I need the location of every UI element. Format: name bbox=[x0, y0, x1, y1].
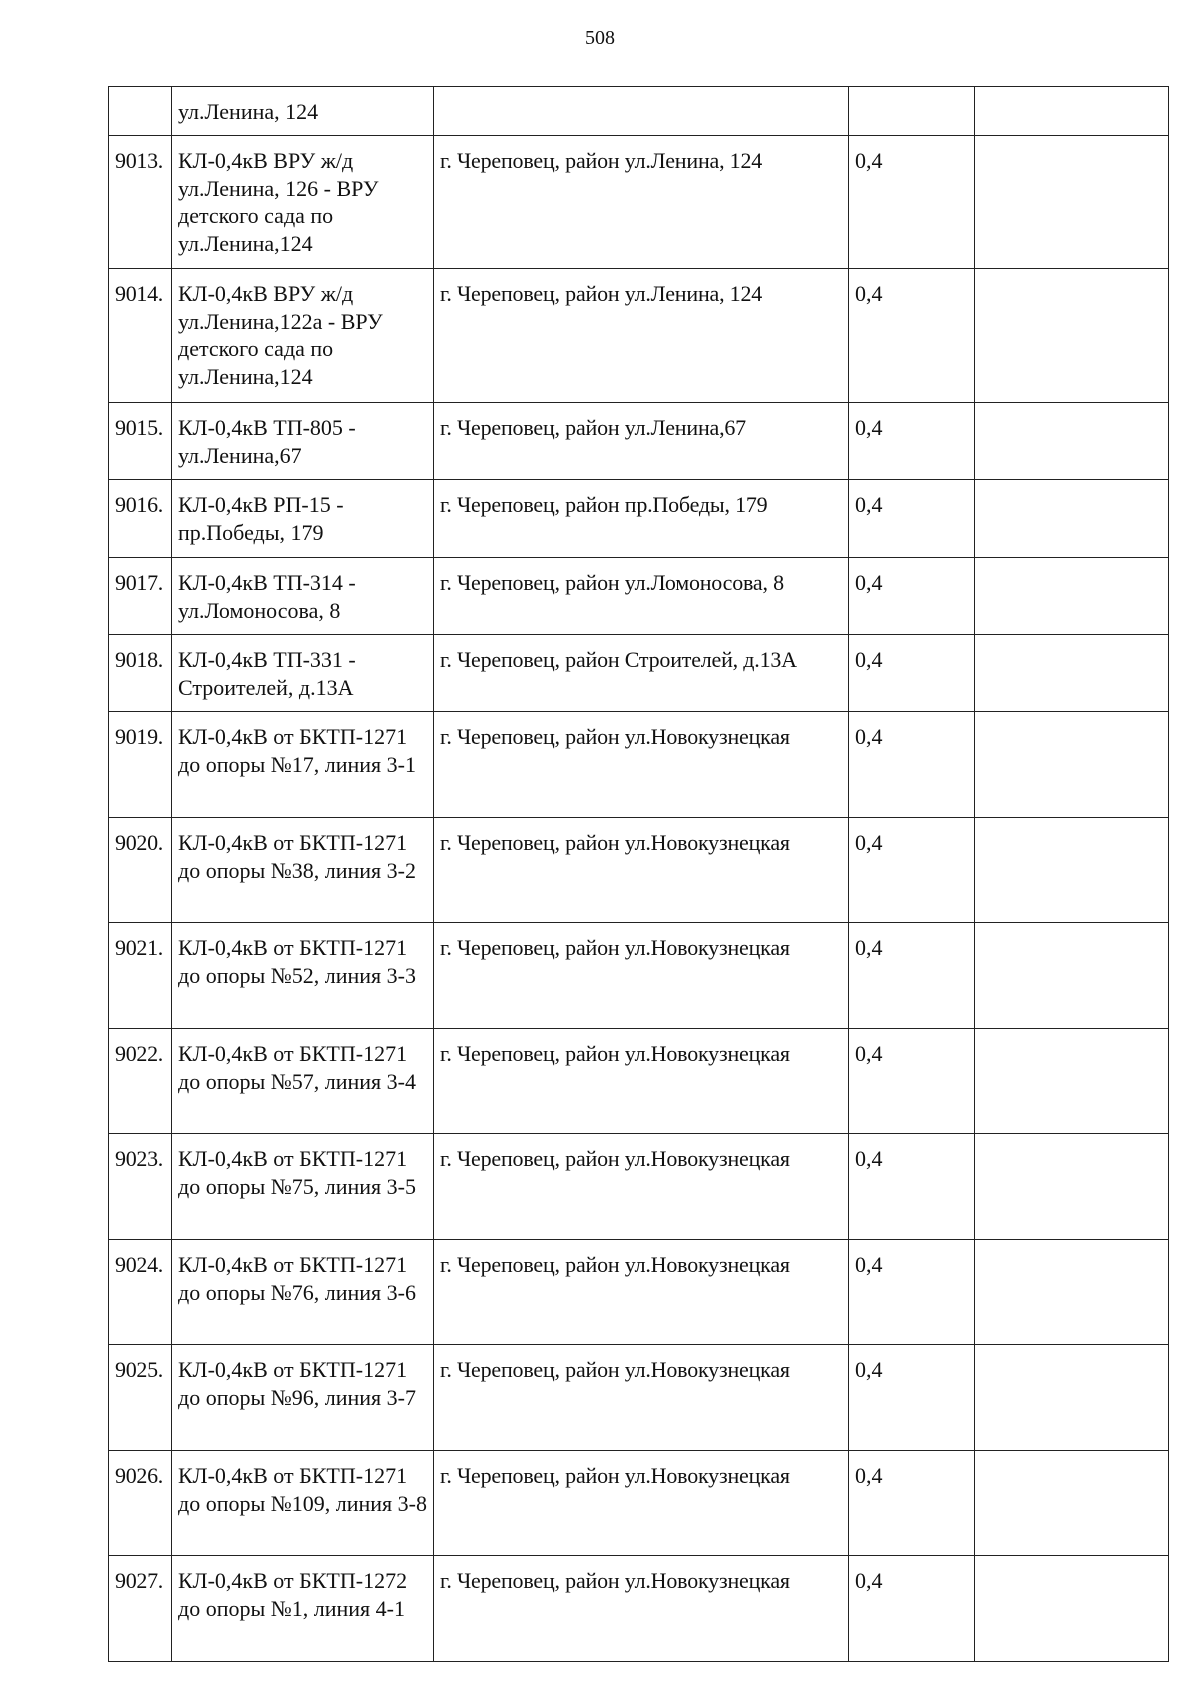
table-row bbox=[109, 1345, 1169, 1451]
row-number-cell: 9019. bbox=[109, 712, 172, 818]
line-name-cell: КЛ-0,4кВ от БКТП-1271 до опоры №17, линия 3-1 bbox=[172, 712, 434, 818]
table-row bbox=[109, 480, 1169, 558]
notes-cell bbox=[975, 403, 1169, 480]
address-cell: г. Череповец, район ул.Ленина, 124 bbox=[434, 136, 849, 269]
voltage-cell: 0,4 bbox=[849, 923, 975, 1029]
voltage-cell: 0,4 bbox=[849, 403, 975, 480]
table-row bbox=[109, 712, 1169, 818]
line-name-cell: КЛ-0,4кВ от БКТП-1271 до опоры №76, линия 3-6 bbox=[172, 1240, 434, 1345]
row-number-cell: 9020. bbox=[109, 818, 172, 923]
voltage-cell: 0,4 bbox=[849, 1134, 975, 1240]
line-name-cell: КЛ-0,4кВ ВРУ ж/д ул.Ленина,122а - ВРУ детского сада по ул.Ленина,124 bbox=[172, 269, 434, 403]
notes-cell bbox=[975, 923, 1169, 1029]
notes-cell bbox=[975, 87, 1169, 136]
line-name-cell: КЛ-0,4кВ от БКТП-1271 до опоры №38, линия 3-2 bbox=[172, 818, 434, 923]
table-row bbox=[109, 269, 1169, 403]
line-name-cell: ул.Ленина, 124 bbox=[172, 87, 434, 136]
row-number-cell: 9018. bbox=[109, 635, 172, 712]
notes-cell bbox=[975, 1556, 1169, 1662]
notes-cell bbox=[975, 712, 1169, 818]
table-row bbox=[109, 1134, 1169, 1240]
address-cell: г. Череповец, район ул.Новокузнецкая bbox=[434, 1556, 849, 1662]
address-cell bbox=[434, 87, 849, 136]
table-row bbox=[109, 1240, 1169, 1345]
line-name-cell: КЛ-0,4кВ ВРУ ж/д ул.Ленина, 126 - ВРУ детского сада по ул.Ленина,124 bbox=[172, 136, 434, 269]
line-name-cell: КЛ-0,4кВ от БКТП-1271 до опоры №96, линия 3-7 bbox=[172, 1345, 434, 1451]
address-cell: г. Череповец, район ул.Новокузнецкая bbox=[434, 818, 849, 923]
row-number-cell: 9023. bbox=[109, 1134, 172, 1240]
row-number-cell: 9022. bbox=[109, 1029, 172, 1134]
line-name-cell: КЛ-0,4кВ от БКТП-1271 до опоры №52, линия 3-3 bbox=[172, 923, 434, 1029]
line-name-cell: КЛ-0,4кВ ТП-331 - Строителей, д.13А bbox=[172, 635, 434, 712]
notes-cell bbox=[975, 635, 1169, 712]
row-number-cell: 9015. bbox=[109, 403, 172, 480]
table-row bbox=[109, 136, 1169, 269]
voltage-cell: 0,4 bbox=[849, 558, 975, 635]
voltage-cell: 0,4 bbox=[849, 480, 975, 558]
line-name-cell: КЛ-0,4кВ ТП-314 - ул.Ломоносова, 8 bbox=[172, 558, 434, 635]
line-name-cell: КЛ-0,4кВ РП-15 - пр.Победы, 179 bbox=[172, 480, 434, 558]
address-cell: г. Череповец, район ул.Новокузнецкая bbox=[434, 1134, 849, 1240]
notes-cell bbox=[975, 818, 1169, 923]
notes-cell bbox=[975, 269, 1169, 403]
address-cell: г. Череповец, район Строителей, д.13А bbox=[434, 635, 849, 712]
table-row bbox=[109, 1029, 1169, 1134]
notes-cell bbox=[975, 136, 1169, 269]
line-name-cell: КЛ-0,4кВ от БКТП-1271 до опоры №75, линия 3-5 bbox=[172, 1134, 434, 1240]
row-number-cell bbox=[109, 87, 172, 136]
address-cell: г. Череповец, район ул.Новокузнецкая bbox=[434, 1451, 849, 1556]
address-cell: г. Череповец, район ул.Новокузнецкая bbox=[434, 712, 849, 818]
voltage-cell: 0,4 bbox=[849, 1556, 975, 1662]
row-number-cell: 9013. bbox=[109, 136, 172, 269]
notes-cell bbox=[975, 1134, 1169, 1240]
voltage-cell: 0,4 bbox=[849, 712, 975, 818]
address-cell: г. Череповец, район ул.Новокузнецкая bbox=[434, 1345, 849, 1451]
voltage-cell: 0,4 bbox=[849, 136, 975, 269]
address-cell: г. Череповец, район пр.Победы, 179 bbox=[434, 480, 849, 558]
voltage-cell: 0,4 bbox=[849, 635, 975, 712]
voltage-cell: 0,4 bbox=[849, 1451, 975, 1556]
table-row bbox=[109, 818, 1169, 923]
table-row bbox=[109, 923, 1169, 1029]
row-number-cell: 9025. bbox=[109, 1345, 172, 1451]
row-number-cell: 9027. bbox=[109, 1556, 172, 1662]
row-number-cell: 9017. bbox=[109, 558, 172, 635]
row-number-cell: 9021. bbox=[109, 923, 172, 1029]
line-name-cell: КЛ-0,4кВ от БКТП-1271 до опоры №109, линия 3-8 bbox=[172, 1451, 434, 1556]
voltage-cell: 0,4 bbox=[849, 1345, 975, 1451]
table-row bbox=[109, 87, 1169, 136]
table-row bbox=[109, 558, 1169, 635]
address-cell: г. Череповец, район ул.Ленина,67 bbox=[434, 403, 849, 480]
page-number: 508 bbox=[585, 27, 615, 49]
notes-cell bbox=[975, 480, 1169, 558]
address-cell: г. Череповец, район ул.Новокузнецкая bbox=[434, 1029, 849, 1134]
address-cell: г. Череповец, район ул.Новокузнецкая bbox=[434, 923, 849, 1029]
row-number-cell: 9014. bbox=[109, 269, 172, 403]
notes-cell bbox=[975, 1029, 1169, 1134]
voltage-cell: 0,4 bbox=[849, 1240, 975, 1345]
line-name-cell: КЛ-0,4кВ от БКТП-1272 до опоры №1, линия 4-1 bbox=[172, 1556, 434, 1662]
address-cell: г. Череповец, район ул.Новокузнецкая bbox=[434, 1240, 849, 1345]
notes-cell bbox=[975, 1451, 1169, 1556]
table-row bbox=[109, 635, 1169, 712]
table-body bbox=[109, 87, 1169, 1662]
row-number-cell: 9026. bbox=[109, 1451, 172, 1556]
row-number-cell: 9016. bbox=[109, 480, 172, 558]
cable-line-registry-table bbox=[108, 86, 1169, 1662]
voltage-cell: 0,4 bbox=[849, 818, 975, 923]
notes-cell bbox=[975, 1240, 1169, 1345]
address-cell: г. Череповец, район ул.Ломоносова, 8 bbox=[434, 558, 849, 635]
voltage-cell bbox=[849, 87, 975, 136]
line-name-cell: КЛ-0,4кВ от БКТП-1271 до опоры №57, линия 3-4 bbox=[172, 1029, 434, 1134]
voltage-cell: 0,4 bbox=[849, 1029, 975, 1134]
table-row bbox=[109, 1451, 1169, 1556]
table-row bbox=[109, 403, 1169, 480]
notes-cell bbox=[975, 558, 1169, 635]
voltage-cell: 0,4 bbox=[849, 269, 975, 403]
line-name-cell: КЛ-0,4кВ ТП-805 - ул.Ленина,67 bbox=[172, 403, 434, 480]
row-number-cell: 9024. bbox=[109, 1240, 172, 1345]
notes-cell bbox=[975, 1345, 1169, 1451]
address-cell: г. Череповец, район ул.Ленина, 124 bbox=[434, 269, 849, 403]
table-row bbox=[109, 1556, 1169, 1662]
